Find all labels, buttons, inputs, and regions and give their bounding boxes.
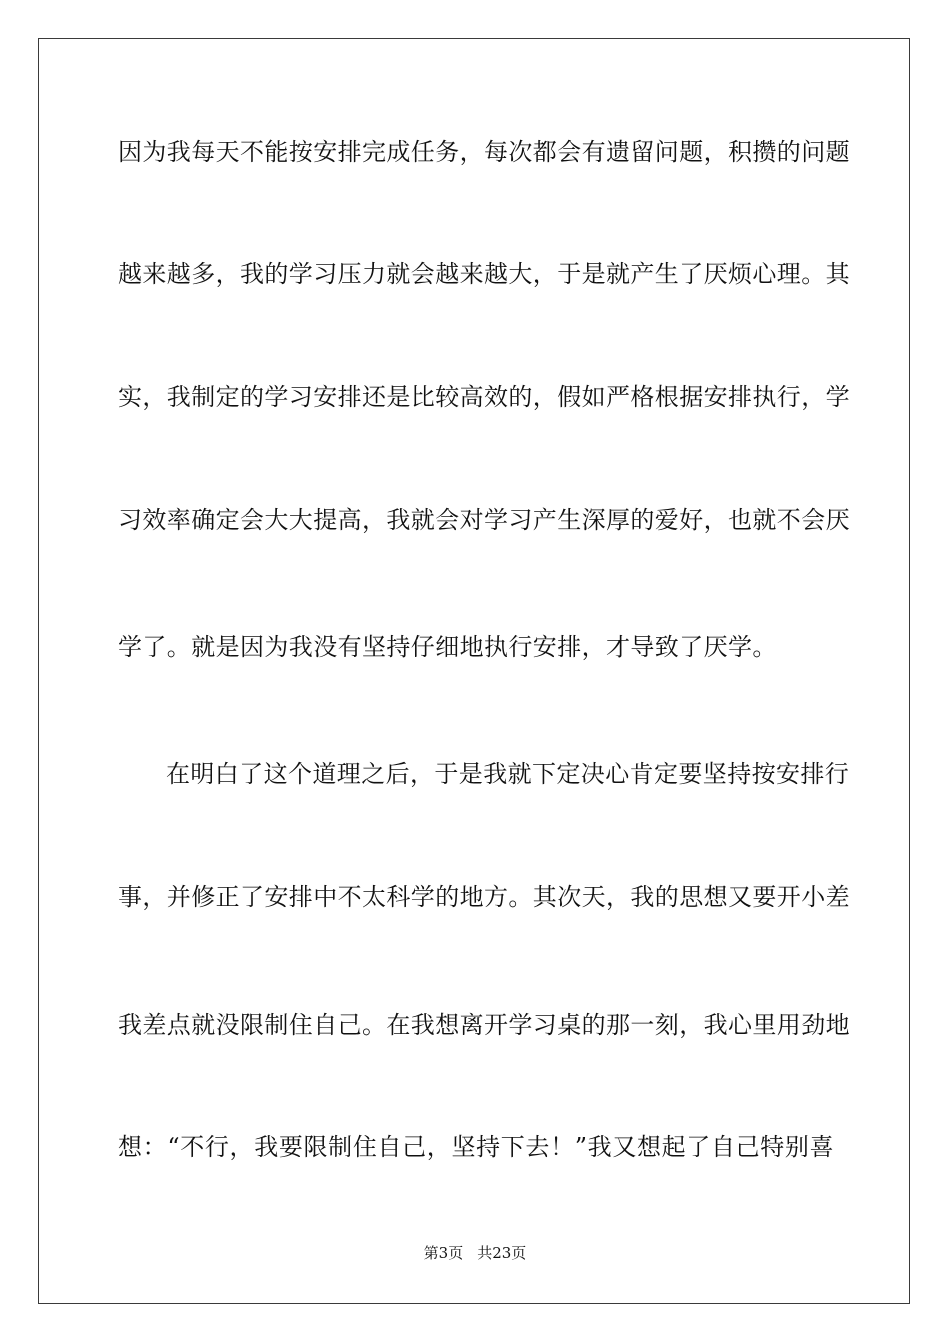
text-line-2: 越来越多，我的学习压力就会越来越大，于是就产生了厌烦心理。其 bbox=[118, 260, 850, 288]
page-number: 第3页 bbox=[423, 1244, 464, 1262]
text-line-8: 我差点就没限制住自己。在我想离开学习桌的那一刻，我心里用劲地 bbox=[118, 1011, 850, 1039]
page-border bbox=[38, 38, 910, 1304]
page-footer bbox=[0, 1242, 950, 1263]
text-line-4: 习效率确定会大大提高，我就会对学习产生深厚的爱好，也就不会厌 bbox=[118, 506, 850, 534]
text-line-3: 实，我制定的学习安排还是比较高效的，假如严格根据安排执行，学 bbox=[118, 383, 850, 411]
text-line-5: 学了。就是因为我没有坚持仔细地执行安排，才导致了厌学。 bbox=[118, 633, 777, 661]
text-line-1: 因为我每天不能按安排完成任务，每次都会有遗留问题，积攒的问题 bbox=[118, 138, 850, 166]
text-line-6: 在明白了这个道理之后，于是我就下定决心肯定要坚持按安排行 bbox=[166, 760, 850, 788]
text-line-7: 事，并修正了安排中不太科学的地方。其次天，我的思想又要开小差 bbox=[118, 883, 850, 911]
page-total: 共23页 bbox=[477, 1244, 527, 1262]
text-line-9: 想：“不行，我要限制住自己，坚持下去！”我又想起了自己特别喜 bbox=[118, 1133, 834, 1161]
